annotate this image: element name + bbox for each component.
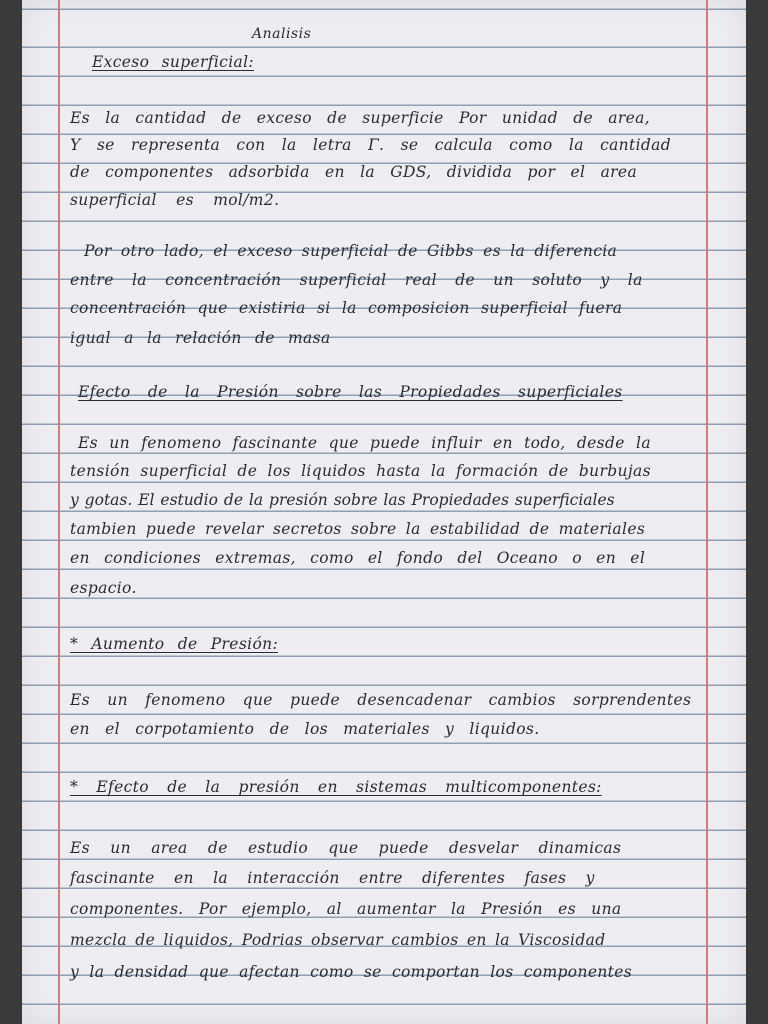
text-line: Es la cantidad de exceso de superficie Por unidad de area, bbox=[70, 109, 651, 127]
heading-efecto-presion: Efecto de la Presión sobre las Propiedades superficiales bbox=[78, 383, 623, 401]
text-line: de componentes adsorbida en la GDS, dividida por el area bbox=[70, 163, 638, 181]
heading-efecto-multicomponentes: * Efecto de la presión en sistemas multicomponentes: bbox=[70, 778, 602, 796]
notebook-page bbox=[22, 0, 746, 1024]
left-margin-line bbox=[58, 0, 60, 1024]
text-line: igual a la relación de masa bbox=[70, 329, 331, 347]
text-line: fascinante en la interacción entre diferentes fases y bbox=[70, 869, 595, 887]
text-line: Es un area de estudio que puede desvelar dinamicas bbox=[70, 839, 622, 857]
text-line: entre la concentración superficial real de un soluto y la bbox=[70, 271, 643, 289]
text-line: en condiciones extremas, como el fondo del Oceano o en el bbox=[70, 549, 646, 567]
text-line: Es un fenomeno fascinante que puede influir en todo, desde la bbox=[78, 434, 651, 452]
text-line: en el corpotamiento de los materiales y liquidos. bbox=[70, 720, 540, 738]
heading-exceso-superficial: Exceso superficial: bbox=[92, 53, 254, 71]
text-line: y gotas. El estudio de la presión sobre las Propiedades superficiales bbox=[70, 491, 615, 509]
right-margin-line bbox=[706, 0, 708, 1024]
heading-aumento-presion: * Aumento de Presión: bbox=[70, 635, 279, 653]
text-line: superficial es mol/m2. bbox=[70, 191, 280, 209]
text-line: concentración que existiria si la composicion superficial fuera bbox=[70, 299, 623, 317]
page-title: Analisis bbox=[252, 26, 312, 42]
text-line: Y se representa con la letra Γ. se calcula como la cantidad bbox=[70, 136, 672, 154]
text-line: espacio. bbox=[70, 579, 137, 597]
text-line: componentes. Por ejemplo, al aumentar la Presión es una bbox=[70, 900, 622, 918]
text-line: mezcla de liquidos, Podrias observar cambios en la Viscosidad bbox=[70, 931, 606, 949]
text-line: y la densidad que afectan como se comportan los componentes bbox=[70, 963, 633, 981]
text-line: Por otro lado, el exceso superficial de Gibbs es la diferencia bbox=[84, 242, 618, 260]
text-line: Es un fenomeno que puede desencadenar cambios sorprendentes bbox=[70, 691, 692, 709]
text-line: tambien puede revelar secretos sobre la estabilidad de materiales bbox=[70, 520, 646, 538]
text-line: tensión superficial de los liquidos hasta la formación de burbujas bbox=[70, 462, 651, 480]
